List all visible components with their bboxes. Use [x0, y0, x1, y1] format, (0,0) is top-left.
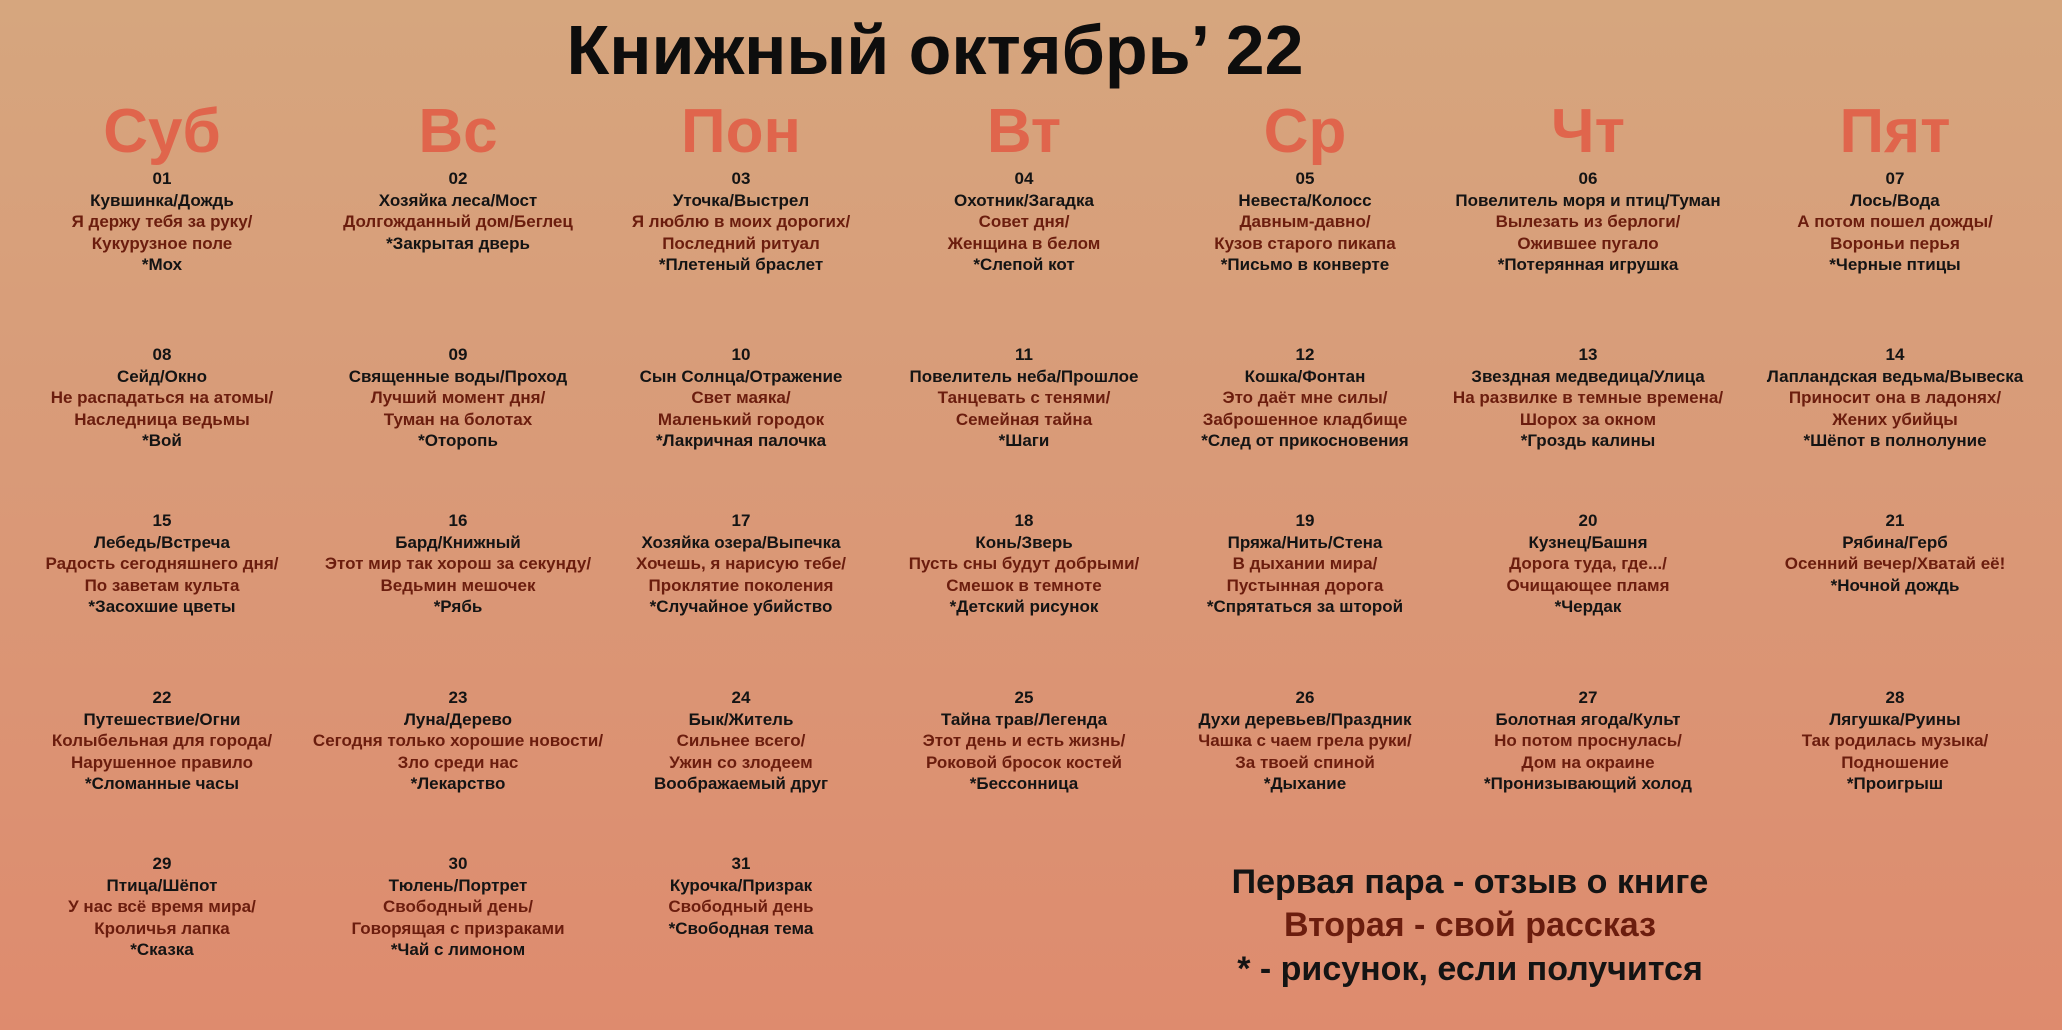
story-prompt: Колыбельная для города/	[51, 731, 273, 750]
day-number: 21	[1885, 511, 1905, 530]
day-number: 27	[1578, 688, 1598, 707]
story-prompt: Совет дня/	[978, 212, 1070, 231]
legend-line-review: Первая пара - отзыв о книге	[1231, 863, 1709, 901]
story-prompt: Пусть сны будут добрыми/	[908, 554, 1140, 573]
legend-line-drawing: * - рисунок, если получится	[1237, 950, 1703, 988]
prompt-pair: Сын Солнца/Отражение	[639, 366, 843, 386]
day-number: 11	[1015, 345, 1033, 364]
story-prompt: Но потом проснулась/	[1494, 731, 1682, 750]
story-prompt-cont: Проклятие поколения	[648, 575, 834, 595]
drawing-prompt: *Потерянная игрушка	[1497, 255, 1679, 274]
prompt-pair: Тайна трав/Легенда	[940, 709, 1108, 729]
drawing-prompt: *Сломанные часы	[85, 774, 239, 793]
day-number: 06	[1578, 169, 1598, 188]
day-number: 30	[448, 854, 468, 873]
prompt-pair: Путешествие/Огни	[83, 709, 241, 729]
story-prompt: Дорога туда, где.../	[1509, 554, 1667, 573]
story-prompt: Этот день и есть жизнь/	[922, 731, 1126, 750]
calendar-day-cell	[586, 344, 896, 452]
prompt-pair: Кошка/Фонтан	[1244, 366, 1366, 386]
prompt-pair: Бык/Житель	[688, 709, 794, 729]
drawing-prompt: Воображаемый друг	[653, 774, 829, 793]
day-number: 15	[152, 511, 172, 530]
drawing-prompt: *Чердак	[1554, 597, 1622, 616]
story-prompt: Я держу тебя за руку/	[71, 212, 253, 231]
day-number: 18	[1014, 511, 1034, 530]
prompt-pair: Повелитель неба/Прошлое	[909, 366, 1139, 386]
calendar-day-cell	[1150, 344, 1460, 452]
story-prompt: Сильнее всего/	[676, 731, 806, 750]
weekday-header: Ср	[1263, 97, 1347, 166]
calendar-day-cell	[869, 687, 1179, 795]
day-number: 23	[448, 688, 468, 707]
calendar-day-cell	[586, 853, 896, 939]
story-prompt-cont: Пустынная дорога	[1226, 575, 1384, 595]
story-prompt-cont: Смешок в темноте	[946, 575, 1102, 595]
story-prompt: У нас всё время мира/	[68, 897, 256, 916]
drawing-prompt: *Засохшие цветы	[88, 597, 236, 616]
drawing-prompt: *Шёпот в полнолуние	[1803, 431, 1987, 450]
drawing-prompt: *Слепой кот	[973, 255, 1075, 274]
story-prompt-cont: Шорох за окном	[1519, 409, 1657, 429]
story-prompt-cont: Подношение	[1841, 752, 1949, 772]
prompt-pair: Конь/Зверь	[975, 532, 1073, 552]
drawing-prompt: *Гроздь калины	[1520, 431, 1656, 450]
story-prompt: Не распадаться на атомы/	[50, 388, 274, 407]
story-prompt-cont: Зло среди нас	[397, 752, 519, 772]
story-prompt: Осенний вечер/Хватай её!	[1784, 554, 2006, 573]
weekday-header: Суб	[103, 97, 221, 166]
story-prompt-cont: Туман на болотах	[383, 409, 533, 429]
prompt-pair: Звездная медведица/Улица	[1471, 366, 1705, 386]
calendar-day-cell	[586, 168, 896, 276]
calendar-day-cell	[1433, 687, 1743, 795]
story-prompt-cont: Кузов старого пикапа	[1214, 233, 1396, 253]
drawing-prompt: *Шаги	[998, 431, 1050, 450]
prompt-pair: Кувшинка/Дождь	[90, 190, 234, 210]
prompt-pair: Лебедь/Встреча	[94, 532, 230, 552]
drawing-prompt: *Проигрыш	[1846, 774, 1944, 793]
calendar-day-cell	[7, 687, 317, 795]
story-prompt-cont: Женщина в белом	[947, 233, 1101, 253]
day-number: 03	[731, 169, 751, 188]
story-prompt: Сегодня только хорошие новости/	[312, 731, 604, 750]
prompt-pair: Духи деревьев/Праздник	[1198, 709, 1412, 729]
story-prompt-cont: По заветам культа	[84, 575, 240, 595]
story-prompt: Долгожданный дом/Беглец	[343, 212, 573, 231]
day-number: 17	[731, 511, 751, 530]
day-number: 04	[1014, 169, 1034, 188]
drawing-prompt: *Случайное убийство	[649, 597, 833, 616]
day-number: 20	[1578, 511, 1598, 530]
drawing-prompt: *Пронизывающий холод	[1484, 774, 1692, 793]
weekday-header: Чт	[1551, 97, 1625, 166]
day-number: 09	[448, 345, 468, 364]
calendar-day-cell	[303, 853, 613, 961]
calendar-day-cell	[586, 510, 896, 618]
day-number: 25	[1014, 688, 1034, 707]
story-prompt-cont: Заброшенное кладбище	[1202, 409, 1408, 429]
prompt-pair: Бард/Книжный	[395, 532, 521, 552]
story-prompt-cont: Очищающее пламя	[1506, 575, 1670, 595]
prompt-pair: Сейд/Окно	[116, 366, 208, 386]
drawing-prompt: *Свободная тема	[668, 918, 814, 938]
prompt-pair: Уточка/Выстрел	[672, 190, 810, 210]
day-number: 12	[1295, 345, 1315, 364]
drawing-prompt: *Сказка	[130, 940, 194, 959]
drawing-prompt: *Вой	[142, 431, 182, 450]
story-prompt: Свободный день	[668, 897, 814, 916]
prompt-pair: Охотник/Загадка	[954, 190, 1094, 210]
story-prompt-cont: Маленький городок	[657, 409, 825, 429]
day-number: 29	[152, 854, 172, 873]
calendar-day-cell	[586, 687, 896, 795]
drawing-prompt: *Лакричная палочка	[655, 431, 827, 450]
day-number: 14	[1885, 345, 1905, 364]
drawing-prompt: *Лекарство	[410, 774, 506, 793]
weekday-header: Пят	[1839, 97, 1951, 166]
day-number: 13	[1578, 345, 1598, 364]
prompt-pair: Лапландская ведьма/Вывеска	[1766, 366, 2024, 386]
story-prompt-cont: Вороньи перья	[1830, 233, 1960, 253]
day-number: 26	[1295, 688, 1315, 707]
story-prompt-cont: Кроличья лапка	[94, 918, 230, 938]
prompt-pair: Кузнец/Башня	[1528, 532, 1648, 552]
prompt-pair: Священные воды/Проход	[348, 366, 568, 386]
drawing-prompt: *Чай с лимоном	[390, 940, 526, 959]
story-prompt-cont: Последний ритуал	[662, 233, 820, 253]
day-number: 31	[731, 854, 751, 873]
story-prompt-cont: Ужин со злодеем	[669, 752, 813, 772]
prompt-pair: Рябина/Герб	[1842, 532, 1948, 552]
day-number: 10	[731, 345, 751, 364]
drawing-prompt: *Дыхание	[1263, 774, 1347, 793]
calendar-day-cell	[1740, 510, 2050, 596]
story-prompt-cont: Жених убийцы	[1832, 409, 1958, 429]
story-prompt-cont: Нарушенное правило	[70, 752, 254, 772]
story-prompt-cont: Наследница ведьмы	[74, 409, 250, 429]
calendar-day-cell	[1740, 168, 2050, 276]
weekday-header: Вс	[418, 97, 498, 166]
day-number: 08	[152, 345, 172, 364]
calendar-day-cell	[303, 168, 613, 254]
day-number: 07	[1885, 169, 1905, 188]
story-prompt: Приносит она в ладонях/	[1788, 388, 2002, 407]
story-prompt: Танцевать с тенями/	[937, 388, 1111, 407]
prompt-pair: Болотная ягода/Культ	[1495, 709, 1681, 729]
story-prompt-cont: За твоей спиной	[1235, 752, 1375, 772]
weekday-header: Пон	[681, 97, 801, 166]
drawing-prompt: *Детский рисунок	[949, 597, 1099, 616]
day-number: 16	[448, 511, 468, 530]
calendar-day-cell	[1433, 344, 1743, 452]
day-number: 28	[1885, 688, 1905, 707]
story-prompt: Этот мир так хорош за секунду/	[324, 554, 592, 573]
drawing-prompt: *Мох	[141, 255, 183, 274]
story-prompt: На развилке в темные времена/	[1452, 388, 1724, 407]
story-prompt-cont: Говорящая с призраками	[351, 918, 565, 938]
prompt-pair: Хозяйка леса/Мост	[378, 190, 538, 210]
calendar-day-cell	[1150, 510, 1460, 618]
story-prompt-cont: Семейная тайна	[955, 409, 1093, 429]
calendar-day-cell	[1740, 687, 2050, 795]
calendar-day-cell	[303, 687, 613, 795]
calendar-day-cell	[7, 344, 317, 452]
calendar-day-cell	[869, 510, 1179, 618]
story-prompt: Свет маяка/	[691, 388, 791, 407]
story-prompt: Я люблю в моих дорогих/	[631, 212, 851, 231]
story-prompt-cont: Кукурузное поле	[91, 233, 233, 253]
prompt-pair: Невеста/Колосс	[1238, 190, 1372, 210]
story-prompt: Хочешь, я нарисую тебе/	[635, 554, 847, 573]
calendar-day-cell	[7, 853, 317, 961]
prompt-pair: Лягушка/Руины	[1829, 709, 1961, 729]
prompt-pair: Повелитель моря и птиц/Туман	[1455, 190, 1721, 210]
drawing-prompt: *Ночной дождь	[1830, 575, 1960, 595]
calendar-day-cell	[869, 344, 1179, 452]
story-prompt-cont: Ожившее пугало	[1517, 233, 1659, 253]
prompt-pair: Птица/Шёпот	[106, 875, 218, 895]
day-number: 05	[1295, 169, 1315, 188]
drawing-prompt: *Закрытая дверь	[386, 233, 530, 253]
prompt-pair: Хозяйка озера/Выпечка	[641, 532, 841, 552]
story-prompt: Свободный день/	[383, 897, 533, 916]
calendar-day-cell	[1150, 168, 1460, 276]
day-number: 02	[448, 169, 468, 188]
calendar-day-cell	[303, 344, 613, 452]
story-prompt-cont: Роковой бросок костей	[926, 752, 1122, 772]
prompt-pair: Тюлень/Портрет	[388, 875, 528, 895]
story-prompt: Это даёт мне силы/	[1222, 388, 1388, 407]
story-prompt: Вылезать из берлоги/	[1495, 212, 1681, 231]
calendar-day-cell	[869, 168, 1179, 276]
story-prompt-cont: Дом на окраине	[1521, 752, 1655, 772]
weekday-header: Вт	[986, 97, 1062, 166]
drawing-prompt: *Спрятаться за шторой	[1206, 597, 1404, 616]
story-prompt: Чашка с чаем грела руки/	[1198, 731, 1412, 750]
story-prompt: Давным-давно/	[1239, 212, 1371, 231]
day-number: 01	[152, 169, 172, 188]
prompt-pair: Луна/Дерево	[403, 709, 513, 729]
drawing-prompt: *Рябь	[433, 597, 483, 616]
day-number: 22	[152, 688, 172, 707]
prompt-pair: Лось/Вода	[1850, 190, 1940, 210]
story-prompt: В дыхании мира/	[1232, 554, 1378, 573]
drawing-prompt: *Письмо в конверте	[1220, 255, 1390, 274]
calendar-day-cell	[1740, 344, 2050, 452]
drawing-prompt: *Плетеный браслет	[658, 255, 824, 274]
calendar-day-cell	[7, 168, 317, 276]
drawing-prompt: *След от прикосновения	[1201, 431, 1409, 450]
prompt-pair: Курочка/Призрак	[669, 875, 813, 895]
calendar-day-cell	[1433, 168, 1743, 276]
drawing-prompt: *Бессонница	[969, 774, 1079, 793]
story-prompt: Лучший момент дня/	[370, 388, 546, 407]
story-prompt-cont: Ведьмин мешочек	[380, 575, 536, 595]
story-prompt: Радость сегодняшнего дня/	[45, 554, 279, 573]
story-prompt: Так родилась музыка/	[1801, 731, 1989, 750]
day-number: 19	[1295, 511, 1315, 530]
page-title: Книжный октябрь’ 22	[566, 11, 1304, 89]
calendar-day-cell	[7, 510, 317, 618]
prompt-pair: Пряжа/Нить/Стена	[1227, 532, 1383, 552]
calendar-day-cell	[303, 510, 613, 618]
drawing-prompt: *Оторопь	[418, 431, 498, 450]
drawing-prompt: *Черные птицы	[1829, 255, 1961, 274]
day-number: 24	[731, 688, 751, 707]
calendar-day-cell	[1433, 510, 1743, 618]
legend-line-story: Вторая - свой рассказ	[1283, 906, 1657, 944]
calendar-day-cell	[1150, 687, 1460, 795]
story-prompt: А потом пошел дожды/	[1797, 212, 1993, 231]
